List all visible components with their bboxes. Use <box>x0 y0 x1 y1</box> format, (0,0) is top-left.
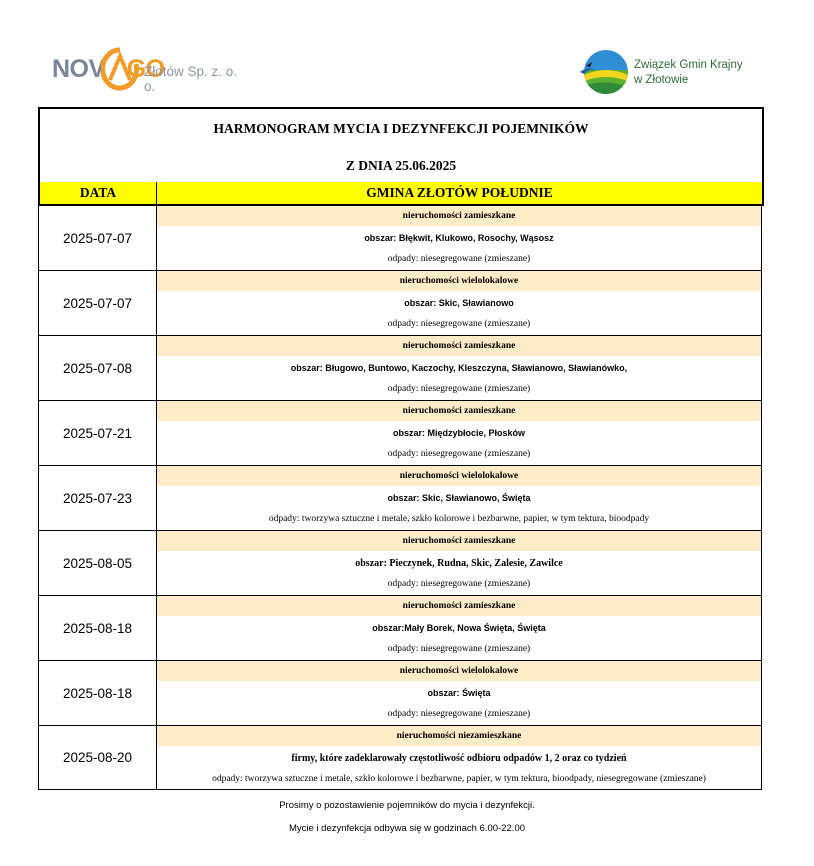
row-waste: odpady: niesegregowane (zmieszane) <box>387 644 531 654</box>
row-property-type: nieruchomości zamieszkane <box>157 596 761 616</box>
row-area: firmy, które zadeklarowały częstotliwość odbioru odpadów 1, 2 oraz co tydzień <box>291 753 627 764</box>
schedule-table <box>38 206 762 790</box>
row-content <box>157 401 761 465</box>
column-header-bar <box>38 182 764 206</box>
page-title: HARMONOGRAM MYCIA I DEZYNFEKCJI POJEMNIKÓW <box>213 121 589 136</box>
row-property-type: nieruchomości zamieszkane <box>157 336 761 356</box>
table-row <box>38 726 762 790</box>
footer-note-hours: Mycie i dezynfekcja odbywa się w godzinach 6.00-22.00 <box>288 823 526 834</box>
novago-brand: NOV GO <box>52 55 165 83</box>
column-header-gmina: GMINA ZŁOTÓW POŁUDNIE <box>366 185 553 200</box>
row-area: obszar: Skic, Sławianowo <box>404 298 514 308</box>
row-date: 2025-08-05 <box>39 531 157 595</box>
row-waste: odpady: niesegregowane (zmieszane) <box>387 449 531 459</box>
table-row <box>38 531 762 596</box>
row-content <box>157 596 761 660</box>
row-waste: odpady: niesegregowane (zmieszane) <box>387 384 531 394</box>
row-property-type: nieruchomości zamieszkane <box>157 206 761 226</box>
novago-logo <box>52 42 252 104</box>
row-content <box>157 661 761 725</box>
row-date: 2025-07-23 <box>39 466 157 530</box>
row-date: 2025-08-20 <box>39 726 157 789</box>
row-property-type: nieruchomości wielolokalowe <box>157 271 761 291</box>
header-box <box>38 107 764 184</box>
column-header-date: DATA <box>40 182 157 204</box>
row-property-type: nieruchomości wielolokalowe <box>157 661 761 681</box>
row-waste: odpady: tworzywa sztuczne i metale, szkło kolorowe i bezbarwne, papier, w tym tektura, bioodpady <box>268 514 650 524</box>
row-waste: odpady: niesegregowane (zmieszane) <box>387 319 531 329</box>
row-date: 2025-08-18 <box>39 661 157 725</box>
row-area: obszar: Pieczynek, Rudna, Skic, Zalesie, Zawilce <box>355 558 563 569</box>
table-row <box>38 596 762 661</box>
row-area: obszar: Skic, Sławianowo, Święta <box>387 493 531 503</box>
table-row <box>38 466 762 531</box>
zgk-logo <box>578 42 748 104</box>
zgk-name-line1: Związek Gmin Krajny <box>634 59 743 71</box>
zgk-name <box>634 58 743 88</box>
row-content <box>157 531 761 595</box>
row-content <box>157 336 761 400</box>
row-area: obszar: Bługowo, Buntowo, Kaczochy, Kleszczyna, Sławianowo, Sławianówko, <box>290 363 628 373</box>
row-content <box>157 206 761 270</box>
row-date: 2025-07-08 <box>39 336 157 400</box>
row-waste: odpady: niesegregowane (zmieszane) <box>387 709 531 719</box>
row-area: obszar: Błękwit, Klukowo, Rosochy, Wąsosz <box>364 233 554 243</box>
page-subtitle: Z DNIA 25.06.2025 <box>345 158 457 173</box>
row-waste: odpady: niesegregowane (zmieszane) <box>387 254 531 264</box>
row-waste: odpady: niesegregowane (zmieszane) <box>387 579 531 589</box>
row-property-type: nieruchomości wielolokalowe <box>157 466 761 486</box>
row-content <box>157 271 761 335</box>
table-row <box>38 271 762 336</box>
row-content <box>157 466 761 530</box>
row-area: obszar: Święta <box>427 688 491 698</box>
row-waste: odpady: tworzywa sztuczne i metale, szkło kolorowe i bezbarwne, papier, w tym tektura, bioodpady, niesegregowane (zmieszane) <box>212 774 706 784</box>
novago-subtitle: Złotów Sp. z. o. o. <box>144 64 238 94</box>
row-date: 2025-07-07 <box>39 206 157 270</box>
row-date: 2025-08-18 <box>39 596 157 660</box>
footer-note-containers: Prosimy o pozostawienie pojemników do mycia i dezynfekcji. <box>279 800 535 811</box>
row-area: obszar:Mały Borek, Nowa Święta, Święta <box>372 623 546 633</box>
table-row <box>38 401 762 466</box>
row-content <box>157 726 761 789</box>
table-row <box>38 206 762 271</box>
zgk-globe-icon <box>578 42 634 104</box>
novago-ring-icon <box>101 46 139 92</box>
row-property-type: nieruchomości niezamieszkane <box>157 726 761 746</box>
row-date: 2025-07-07 <box>39 271 157 335</box>
row-property-type: nieruchomości zamieszkane <box>157 531 761 551</box>
zgk-name-line2: w Złotowie <box>634 74 689 86</box>
row-date: 2025-07-21 <box>39 401 157 465</box>
row-area: obszar: Międzybłocie, Płosków <box>392 428 526 438</box>
table-row <box>38 336 762 401</box>
row-property-type: nieruchomości zamieszkane <box>157 401 761 421</box>
table-row <box>38 661 762 726</box>
